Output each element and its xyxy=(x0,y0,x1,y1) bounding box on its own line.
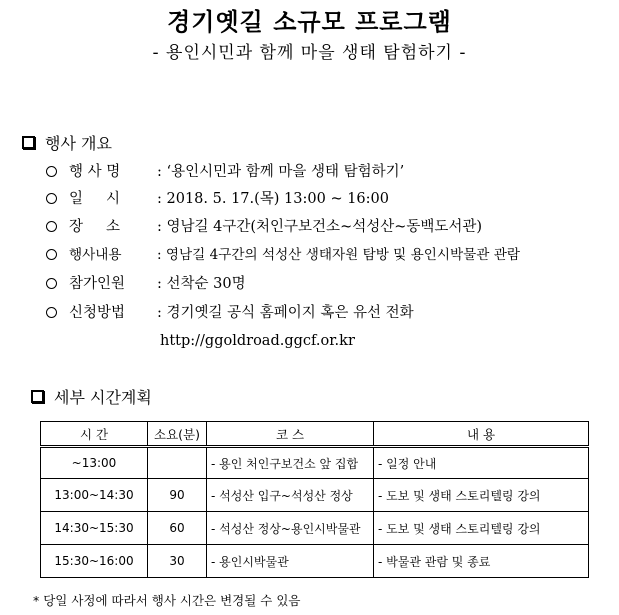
schedule-heading xyxy=(31,385,152,408)
cell-duration: 30 xyxy=(148,545,207,578)
circle-bullet-icon xyxy=(46,278,57,289)
overview-value: 2018. 5. 17.(목) 13:00 ~ 16:00 xyxy=(166,191,389,207)
overview-heading-text: 행사 개요 xyxy=(45,134,112,153)
overview-heading xyxy=(22,131,112,154)
overview-label: 행사내용 xyxy=(69,247,122,263)
cell-duration xyxy=(148,447,207,479)
overview-value: 경기옛길 공식 홈페이지 혹은 유선 전화 xyxy=(166,305,414,321)
application-url: http://ggoldroad.ggcf.or.kr xyxy=(160,333,355,349)
overview-item xyxy=(46,162,404,182)
circle-bullet-icon xyxy=(46,221,57,232)
circle-bullet-icon xyxy=(46,307,57,318)
cell-course: - 용인시박물관 xyxy=(207,545,374,578)
schedule-note: * 당일 사정에 따라서 행사 시간은 변경될 수 있음 xyxy=(33,593,301,608)
header-time: 시 간 xyxy=(41,422,148,447)
overview-value: ‘용인시민과 함께 마을 생태 탐험하기’ xyxy=(166,164,405,180)
overview-item xyxy=(46,245,520,265)
overview-label: 장 소 xyxy=(69,219,121,235)
cell-time: 14:30~15:30 xyxy=(41,512,148,545)
header-content: 내 용 xyxy=(374,422,589,447)
overview-separator: : xyxy=(157,305,162,321)
overview-item xyxy=(46,217,482,237)
overview-item xyxy=(46,274,246,294)
cell-content: - 일정 안내 xyxy=(374,447,589,479)
overview-value: 영남길 4구간의 석성산 생태자원 탐방 및 용인시박물관 관람 xyxy=(165,247,520,263)
circle-bullet-icon xyxy=(46,193,57,204)
overview-label: 일 시 xyxy=(69,191,121,207)
cell-content: - 도보 및 생태 스토리텔링 강의 xyxy=(374,512,589,545)
cell-content: - 도보 및 생태 스토리텔링 강의 xyxy=(374,479,589,512)
table-row xyxy=(41,479,589,512)
cell-course: - 용인 처인구보건소 앞 집합 xyxy=(207,447,374,479)
schedule-table xyxy=(40,421,589,578)
cell-duration: 90 xyxy=(148,479,207,512)
cell-course: - 석성산 정상~용인시박물관 xyxy=(207,512,374,545)
overview-value: 선착순 30명 xyxy=(166,276,246,292)
cell-course: - 석성산 입구~석성산 정상 xyxy=(207,479,374,512)
table-row xyxy=(41,512,589,545)
overview-value: 영남길 4구간(처인구보건소~석성산~동백도서관) xyxy=(166,219,483,235)
cell-content: - 박물관 관람 및 종료 xyxy=(374,545,589,578)
schedule-header-row xyxy=(41,422,589,447)
header-duration: 소요(분) xyxy=(148,422,207,447)
circle-bullet-icon xyxy=(46,166,57,177)
overview-separator: : xyxy=(157,164,162,180)
overview-label: 참가인원 xyxy=(69,276,126,292)
header-course: 코 스 xyxy=(207,422,374,447)
square-bullet-icon xyxy=(31,390,44,403)
document-subtitle: - 용인시민과 함께 마을 생태 탐험하기 - xyxy=(152,43,467,63)
overview-label: 행 사 명 xyxy=(69,164,121,180)
overview-separator: : xyxy=(157,247,162,263)
circle-bullet-icon xyxy=(46,249,57,260)
document-title: 경기옛길 소규모 프로그램 xyxy=(167,8,452,36)
schedule-heading-text: 세부 시간계획 xyxy=(54,388,152,407)
table-row xyxy=(41,545,589,578)
cell-time: 15:30~16:00 xyxy=(41,545,148,578)
overview-separator: : xyxy=(157,191,162,207)
overview-separator: : xyxy=(157,276,162,292)
overview-separator: : xyxy=(157,219,162,235)
cell-time: 13:00~14:30 xyxy=(41,479,148,512)
table-row xyxy=(41,447,589,479)
square-bullet-icon xyxy=(22,136,35,149)
cell-duration: 60 xyxy=(148,512,207,545)
cell-time: ~13:00 xyxy=(41,447,148,479)
overview-item xyxy=(46,303,414,323)
overview-item xyxy=(46,189,389,209)
overview-label: 신청방법 xyxy=(69,305,126,321)
